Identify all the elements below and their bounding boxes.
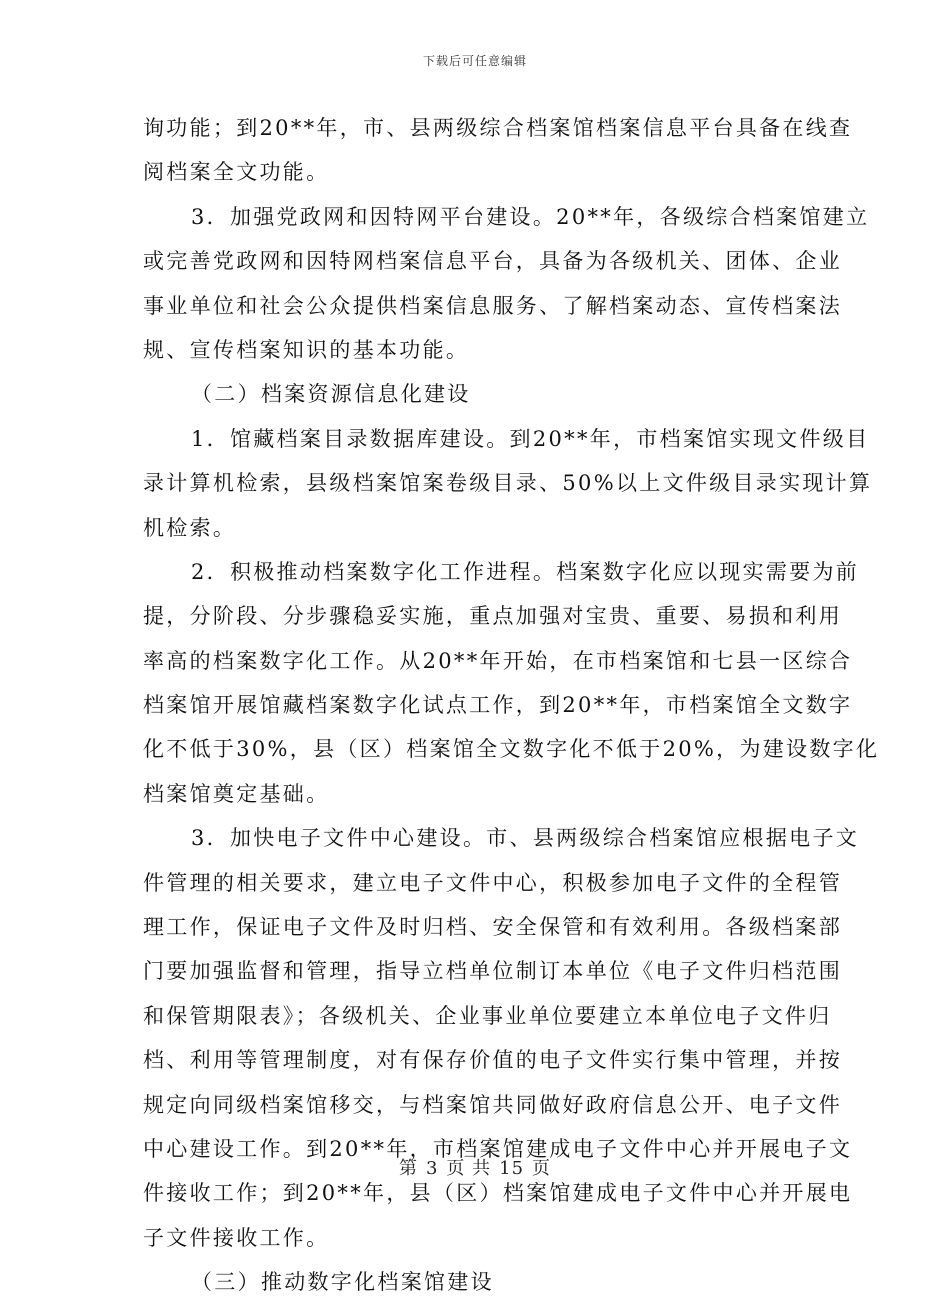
section-heading: （二）档案资源信息化建设 <box>191 382 471 407</box>
total-page-count: 15 <box>499 1158 525 1179</box>
text-line: 门要加强监督和管理，指导立档单位制订本单位《电子文件归档范围 <box>143 959 842 984</box>
text-line: 阅档案全文功能。 <box>143 160 330 185</box>
page-number-prefix: 第 <box>398 1158 418 1179</box>
text-line: 录计算机检索，县级档案馆案卷级目录、50%以上文件级目录实现计算 <box>143 471 873 496</box>
paragraph-start-line: 2．积极推动档案数字化工作进程。档案数字化应以现实需要为前 <box>191 559 860 584</box>
page-number-suffix: 页 <box>532 1158 552 1179</box>
page-header: 下载后可任意编辑 <box>422 54 527 68</box>
text-line: 子文件接收工作。 <box>143 1225 330 1250</box>
paragraph-start-line: 3．加强党政网和因特网平台建设。20**年，各级综合档案馆建立 <box>191 204 870 229</box>
text-line: 机检索。 <box>143 515 237 540</box>
text-line: 提，分阶段、分步骤稳妥实施，重点加强对宝贵、重要、易损和利用 <box>143 604 842 629</box>
text-line: 规定向同级档案馆移交，与档案馆共同做好政府信息公开、电子文件 <box>143 1092 842 1117</box>
text-line: 档、利用等管理制度，对有保存价值的电子文件实行集中管理，并按 <box>143 1048 842 1073</box>
document-body <box>143 106 880 1305</box>
text-line: 规、宣传档案知识的基本功能。 <box>143 337 470 362</box>
text-line: 档案馆奠定基础。 <box>143 781 330 806</box>
page-footer <box>0 1154 950 1180</box>
text-line: 化不低于30%，县（区）档案馆全文数字化不低于20%，为建设数字化 <box>143 737 880 762</box>
text-line: 档案馆开展馆藏档案数字化试点工作，到20**年，市档案馆全文数字 <box>143 693 853 718</box>
text-line: 事业单位和社会公众提供档案信息服务、了解档案动态、宣传档案法 <box>143 293 842 318</box>
text-line: 件接收工作；到20**年，县（区）档案馆建成电子文件中心并开展电 <box>143 1181 853 1206</box>
current-page-number: 3 <box>425 1158 439 1179</box>
paragraph-start-line: 3．加快电子文件中心建设。市、县两级综合档案馆应根据电子文 <box>191 826 860 851</box>
text-line: 理工作，保证电子文件及时归档、安全保管和有效利用。各级档案部 <box>143 915 842 940</box>
text-line: 率高的档案数字化工作。从20**年开始，在市档案馆和七县一区综合 <box>143 648 853 673</box>
text-line: 询功能；到20**年，市、县两级综合档案馆档案信息平台具备在线查 <box>143 116 853 140</box>
text-line: 件管理的相关要求，建立电子文件中心，积极参加电子文件的全程管 <box>143 870 842 895</box>
text-line: 或完善党政网和因特网档案信息平台，具备为各级机关、团体、企业 <box>143 249 842 274</box>
paragraph-start-line: 1．馆藏档案目录数据库建设。到20**年，市档案馆实现文件级目 <box>191 426 870 451</box>
text-line: 中心建设工作。到20**年，市档案馆建成电子文件中心并开展电子文 <box>143 1136 853 1161</box>
text-line: 和保管期限表》；各级机关、企业事业单位要建立本单位电子文件归 <box>143 1003 832 1028</box>
page-number-middle: 页 共 <box>446 1158 492 1179</box>
section-heading: （三）推动数字化档案馆建设 <box>191 1270 494 1295</box>
